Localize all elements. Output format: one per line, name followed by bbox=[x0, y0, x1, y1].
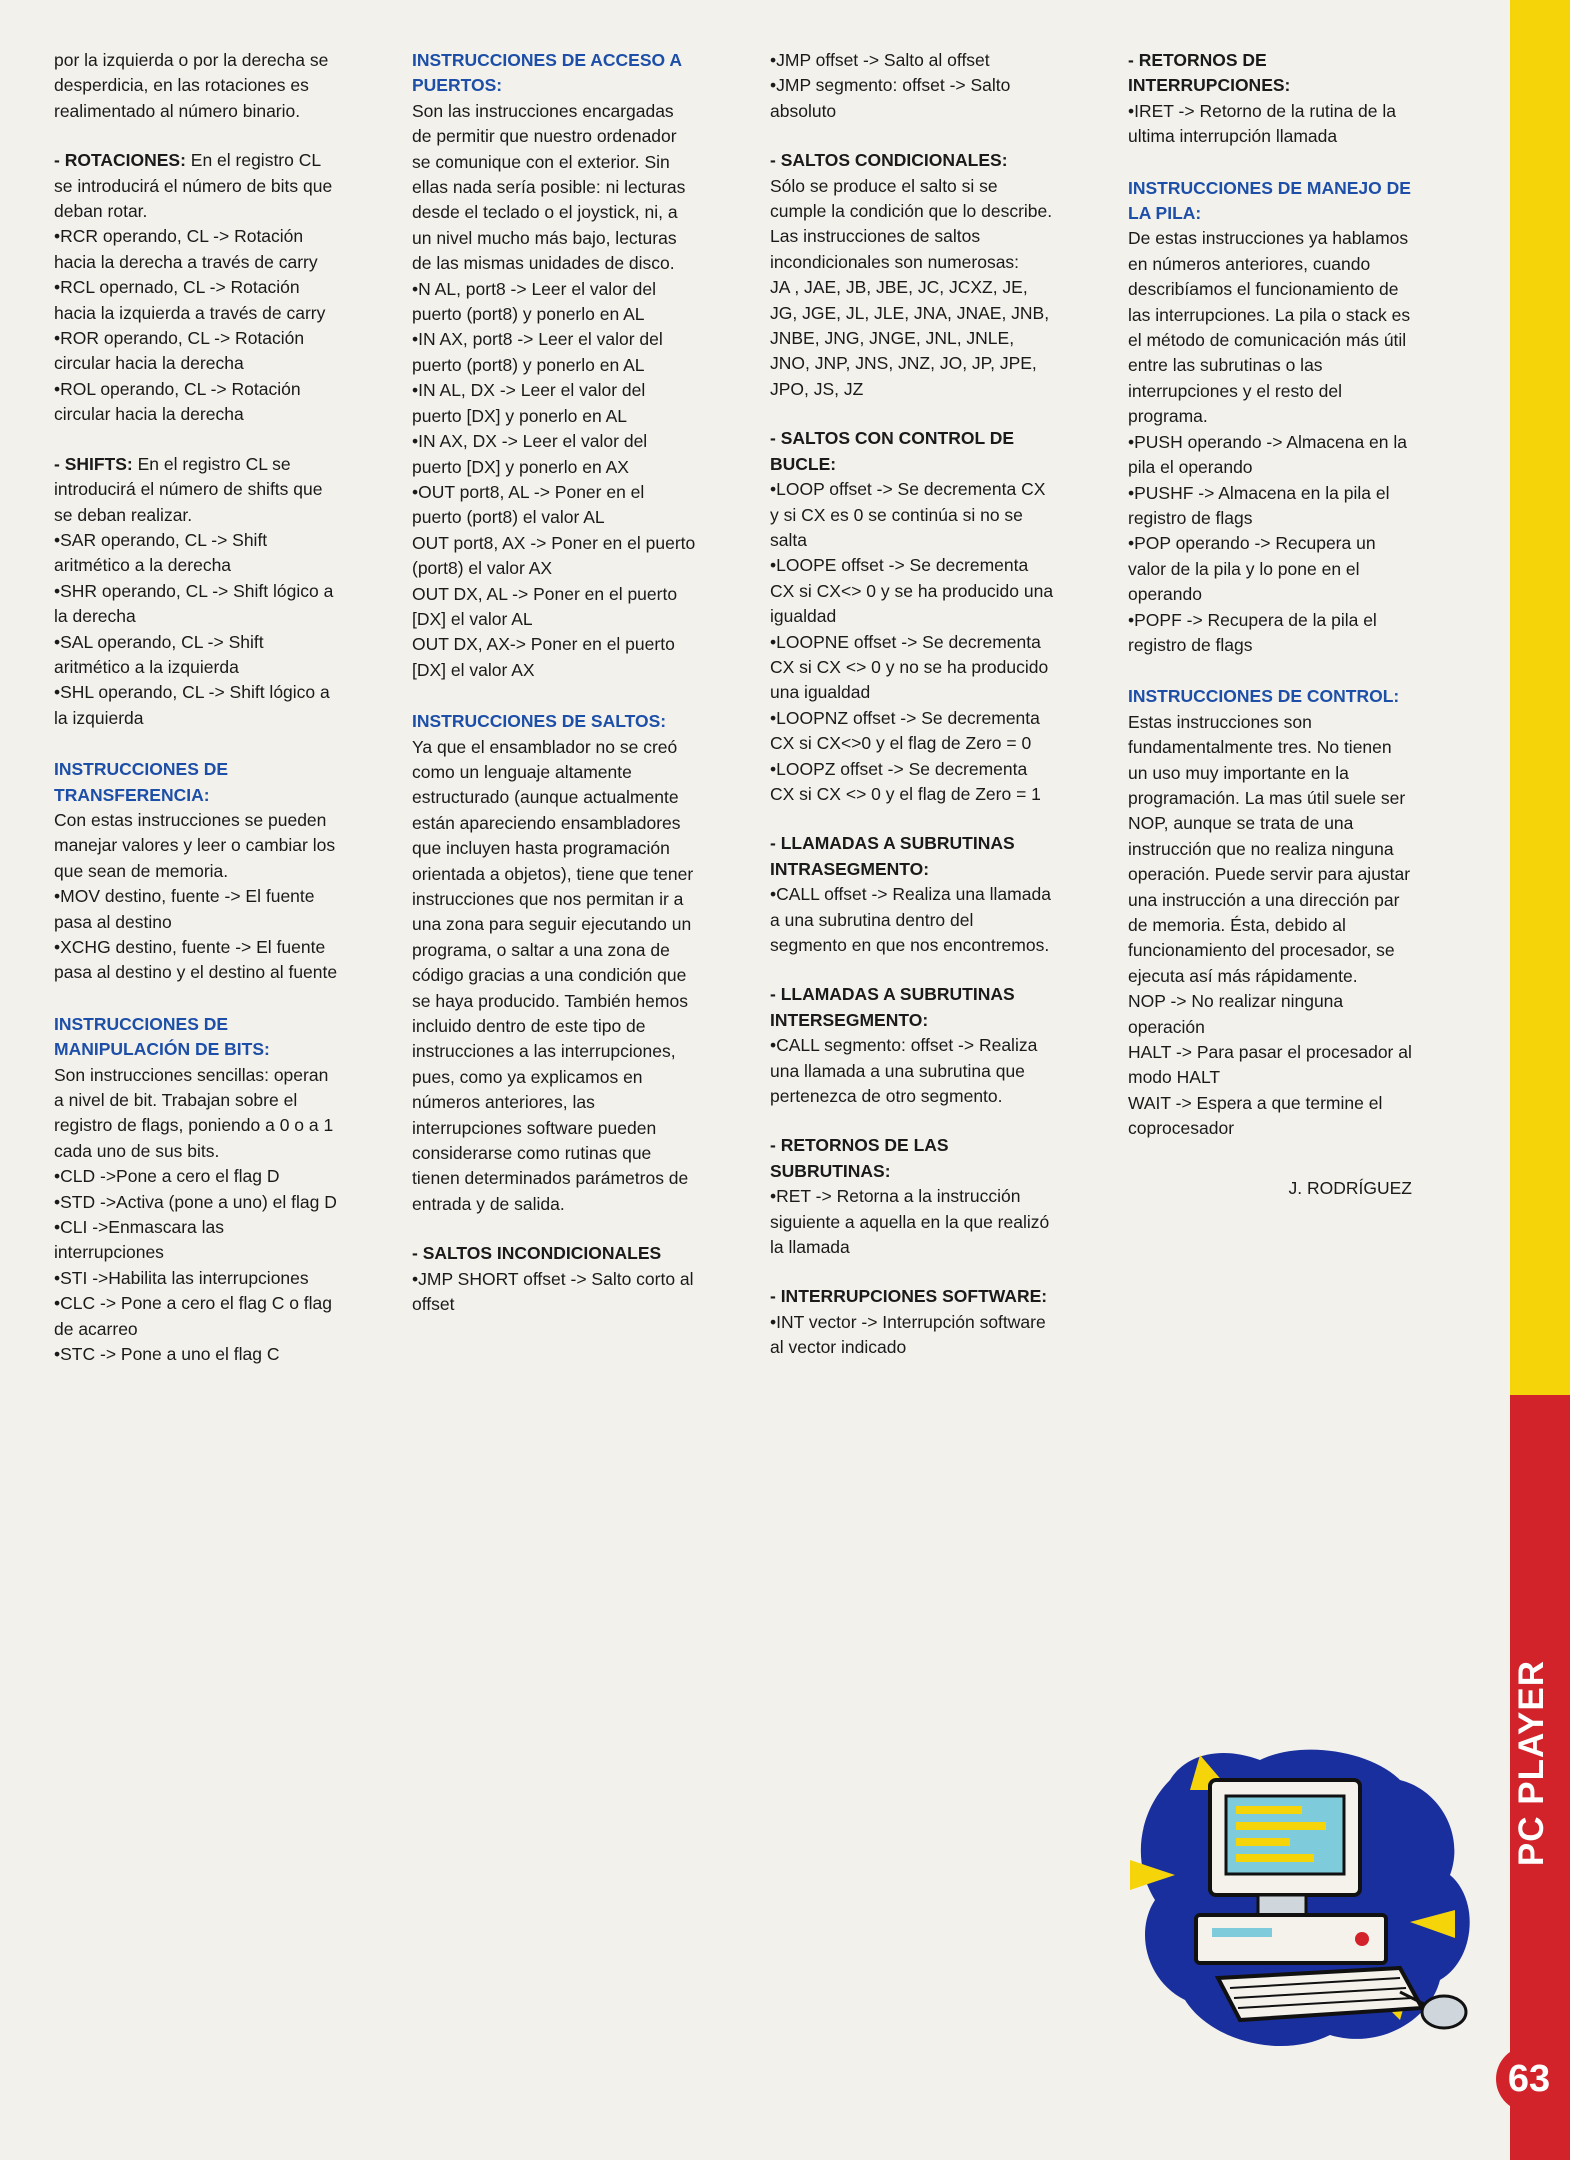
body-paragraph: •IN AX, DX -> Leer el valor del puerto [DX] y ponerlo en AX bbox=[412, 431, 648, 477]
text-column-4 bbox=[1128, 48, 1412, 1201]
body-paragraph: •OUT port8, AL -> Poner en el puerto (port8) el valor AL bbox=[412, 481, 645, 528]
screen-line-2 bbox=[1236, 1822, 1326, 1830]
section-subheading: - RETORNOS DE LAS SUBRUTINAS: bbox=[770, 1135, 949, 1181]
section-subheading: - LLAMADAS A SUBRUTINAS INTERSEGMENTO: bbox=[770, 984, 1015, 1030]
body-paragraph: •SAR operando, CL -> Shift aritmético a la derecha bbox=[54, 529, 268, 576]
body-paragraph: •CALL segmento: offset -> Realiza una llamada a una subrutina que pertenezca de otro segmento. bbox=[770, 1035, 1038, 1107]
body-paragraph: •JMP segmento: offset -> Salto absoluto bbox=[770, 75, 1011, 121]
body-paragraph: WAIT -> Espera a que termine el coprocesador bbox=[1128, 1092, 1383, 1139]
body-paragraph: •LOOPNZ offset -> Se decrementa CX si CX<>0 y el flag de Zero = 0 bbox=[770, 707, 1040, 754]
body-paragraph: •CLC -> Pone a cero el flag C o flag de acarreo bbox=[54, 1293, 333, 1339]
body-paragraph: Ya que el ensamblador no se creó como un lenguaje altamente estructurado (aunque actualmente están apareciendo ensambladores que incluyen hasta programación orientada a objetos), tiene que tener instrucciones que nos permitan ir a una zona para seguir ejecutando un programa, o saltar a una zona de código gracias a una condición que se haya producido. También hemos incluido dentro de este tipo de instrucciones a las interrupciones, pues, como ya explicamos en números anteriores, las interrupciones software pueden considerarse como rutinas que tienen determinados parámetros de entrada y de salida. bbox=[412, 736, 694, 1214]
section-heading: INSTRUCCIONES DE MANEJO DE LA PILA: bbox=[1128, 177, 1411, 224]
body-paragraph: Con estas instrucciones se pueden manejar valores y leer o cambiar los que sean de memoria. bbox=[54, 809, 336, 881]
section-subheading: - RETORNOS DE INTERRUPCIONES: bbox=[1128, 50, 1291, 96]
body-paragraph bbox=[54, 148, 338, 224]
section-subheading: - INTERRUPCIONES SOFTWARE: bbox=[770, 1286, 1048, 1307]
paragraph-text: En el registro CL se introducirá el número de bits que deban rotar. bbox=[54, 150, 333, 222]
paragraph-lead: - ROTACIONES: bbox=[54, 150, 186, 171]
body-paragraph: OUT DX, AX-> Poner en el puerto [DX] el valor AX bbox=[412, 634, 675, 680]
body-paragraph: •CALL offset -> Realiza una llamada a una subrutina dentro del segmento en que nos encontremos. bbox=[770, 884, 1051, 955]
body-paragraph: •CLI ->Enmascara las interrupciones bbox=[54, 1217, 225, 1263]
body-paragraph: HALT -> Para pasar el procesador al modo HALT bbox=[1128, 1042, 1412, 1088]
body-paragraph: por la izquierda o por la derecha se desperdicia, en las rotaciones es realimentado al número binario. bbox=[54, 50, 329, 121]
body-paragraph: •STC -> Pone a uno el flag C bbox=[54, 1344, 280, 1365]
page-number: 63 bbox=[1496, 2046, 1562, 2112]
body-paragraph: JA , JAE, JB, JBE, JC, JCXZ, JE, JG, JGE, JL, JLE, JNA, JNAE, JNB, JNBE, JNG, JNGE, JNL, JNLE, JNO, JNP, JNS, JNZ, JO, JP, JPE, JPO, JS, JZ bbox=[770, 277, 1050, 399]
section-subheading: - SALTOS CONDICIONALES: bbox=[770, 150, 1008, 171]
section-subheading: - LLAMADAS A SUBRUTINAS INTRASEGMENTO: bbox=[770, 833, 1015, 879]
body-paragraph: •MOV destino, fuente -> El fuente pasa al destino bbox=[54, 886, 315, 932]
body-paragraph: •CLD ->Pone a cero el flag D bbox=[54, 1166, 280, 1187]
section-heading: INSTRUCCIONES DE TRANSFERENCIA: bbox=[54, 759, 229, 805]
screen-line-4 bbox=[1236, 1854, 1314, 1862]
mouse bbox=[1422, 1996, 1466, 2028]
text-column-1 bbox=[54, 48, 338, 1368]
body-paragraph: •POPF -> Recupera de la pila el registro de flags bbox=[1128, 609, 1377, 655]
section-subheading: - SALTOS CON CONTROL DE BUCLE: bbox=[770, 428, 1015, 474]
body-paragraph: •LOOP offset -> Se decrementa CX y si CX es 0 se continúa si no se salta bbox=[770, 479, 1046, 550]
body-paragraph: •N AL, port8 -> Leer el valor del puerto (port8) y ponerlo en AL bbox=[412, 278, 656, 325]
body-paragraph: •LOOPE offset -> Se decrementa CX si CX<> 0 y se ha producido una igualdad bbox=[770, 555, 1054, 627]
body-paragraph: •ROL operando, CL -> Rotación circular hacia la derecha bbox=[54, 378, 301, 425]
body-paragraph: Son las instrucciones encargadas de permitir que nuestro ordenador se comunique con el exterior. Sin ellas nada sería posible: ni lecturas desde el teclado o el joystick, ni, a un nivel mucho más bajo, lecturas de las mismas unidades de disco. bbox=[412, 100, 686, 274]
body-paragraph: •JMP offset -> Salto al offset bbox=[770, 50, 990, 70]
body-paragraph: •LOOPZ offset -> Se decrementa CX si CX <> 0 y el flag de Zero = 1 bbox=[770, 758, 1041, 804]
body-paragraph: •XCHG destino, fuente -> El fuente pasa al destino y el destino al fuente bbox=[54, 937, 338, 983]
body-paragraph: •STI ->Habilita las interrupciones bbox=[54, 1267, 309, 1288]
body-paragraph: •SAL operando, CL -> Shift aritmético a la izquierda bbox=[54, 631, 264, 677]
right-yellow-bar bbox=[1510, 0, 1570, 1395]
text-column-2 bbox=[412, 48, 696, 1318]
screen-line-3 bbox=[1236, 1838, 1290, 1846]
computer-illustration bbox=[1100, 1660, 1500, 2080]
body-paragraph: •LOOPNE offset -> Se decrementa CX si CX <> 0 y no se ha producido una igualdad bbox=[770, 631, 1049, 703]
section-heading-inline bbox=[1128, 684, 1412, 989]
body-paragraph: •RET -> Retorna a la instrucción siguiente a aquella en la que realizó la llamada bbox=[770, 1186, 1050, 1258]
section-heading: INSTRUCCIONES DE ACCESO A PUERTOS: bbox=[412, 50, 682, 96]
body-paragraph: •ROR operando, CL -> Rotación circular hacia la derecha bbox=[54, 328, 305, 374]
screen-line-1 bbox=[1236, 1806, 1302, 1814]
paragraph-text: En el registro CL se introducirá el número de shifts que se deban realizar. bbox=[54, 453, 323, 525]
body-paragraph: OUT port8, AX -> Poner en el puerto (port8) el valor AX bbox=[412, 532, 696, 579]
paragraph-text: Estas instrucciones son fundamentalmente tres. No tienen un uso muy importante en la programación. La mas útil suele ser NOP, aunque se trata de una instrucción que no realiza ninguna operación. Puede servir para ajustar una instrucción a una dirección par de memoria. Ésta, debido al funcionamiento del procesador, se ejecuta así más rápidamente. bbox=[1128, 711, 1411, 986]
body-paragraph: NOP -> No realizar ninguna operación bbox=[1128, 991, 1344, 1037]
monitor-stand bbox=[1258, 1895, 1306, 1915]
body-paragraph: •SHR operando, CL -> Shift lógico a la derecha bbox=[54, 580, 334, 627]
power-button-icon bbox=[1355, 1932, 1369, 1946]
body-paragraph: Sólo se produce el salto si se cumple la condición que lo describe. Las instrucciones de saltos incondicionales son numerosas: bbox=[770, 175, 1053, 272]
section-subheading: - SALTOS INCONDICIONALES bbox=[412, 1243, 662, 1264]
drive-slot bbox=[1212, 1928, 1272, 1937]
body-paragraph: De estas instrucciones ya hablamos en números anteriores, cuando describíamos el funcionamiento de las interrupciones. La pila o stack es el método de comunicación más útil entre las subrutinas o las interrupciones y el resto del programa. bbox=[1128, 228, 1411, 427]
body-paragraph: •SHL operando, CL -> Shift lógico a la izquierda bbox=[54, 682, 330, 728]
author-signature: J. RODRÍGUEZ bbox=[1288, 1177, 1412, 1198]
section-heading: INSTRUCCIONES DE MANIPULACIÓN DE BITS: bbox=[54, 1013, 270, 1060]
body-paragraph: Son instrucciones sencillas: operan a nivel de bit. Trabajan sobre el registro de flags, poniendo a 0 o a 1 cada uno de sus bits. bbox=[54, 1064, 334, 1161]
body-paragraph: •RCL opernado, CL -> Rotación hacia la izquierda a través de carry bbox=[54, 277, 326, 323]
body-paragraph: •JMP SHORT offset -> Salto corto al offset bbox=[412, 1268, 694, 1315]
body-paragraph: •IRET -> Retorno de la rutina de la ultima interrupción llamada bbox=[1128, 100, 1396, 147]
body-paragraph: OUT DX, AL -> Poner en el puerto [DX] el valor AL bbox=[412, 583, 678, 629]
section-heading: INSTRUCCIONES DE SALTOS: bbox=[412, 711, 667, 732]
body-paragraph: •STD ->Activa (pone a uno) el flag D bbox=[54, 1191, 337, 1212]
body-paragraph: •POP operando -> Recupera un valor de la pila y lo pone en el operando bbox=[1128, 533, 1376, 605]
paragraph-lead: - SHIFTS: bbox=[54, 453, 133, 474]
body-paragraph bbox=[54, 452, 338, 528]
heading-lead: INSTRUCCIONES DE CONTROL: bbox=[1128, 686, 1400, 707]
body-paragraph: •IN AX, port8 -> Leer el valor del puerto (port8) y ponerlo en AL bbox=[412, 329, 663, 375]
magazine-title: PC PLAYER bbox=[1512, 1660, 1551, 1867]
body-paragraph: •RCR operando, CL -> Rotación hacia la derecha a través de carry bbox=[54, 226, 318, 272]
body-paragraph: •PUSH operando -> Almacena en la pila el operando bbox=[1128, 431, 1408, 478]
body-paragraph: •PUSHF -> Almacena en la pila el registro de flags bbox=[1128, 482, 1390, 528]
body-paragraph: •INT vector -> Interrupción software al vector indicado bbox=[770, 1311, 1046, 1358]
body-paragraph: •IN AL, DX -> Leer el valor del puerto [DX] y ponerlo en AL bbox=[412, 380, 646, 426]
text-column-3 bbox=[770, 48, 1054, 1361]
